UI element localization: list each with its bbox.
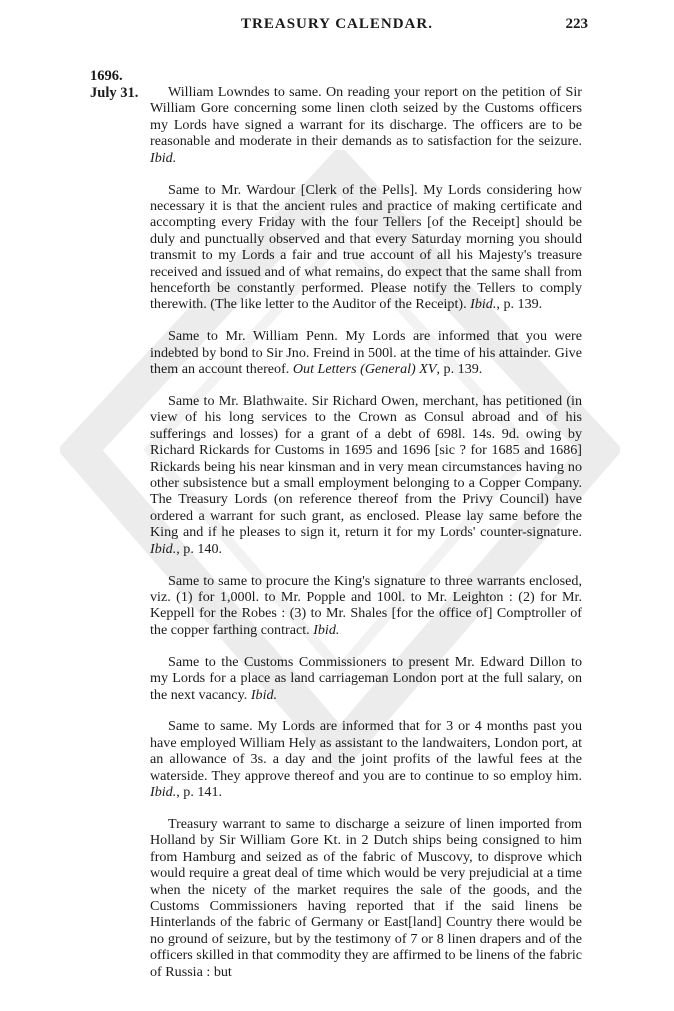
- entry: [150, 328, 582, 377]
- entry-text: William Lowndes to same. On reading your report on the petition of Sir William Gore concerning some linen cloth seized by the Customs officers my Lords have signed a warrant for its discharge. The officers are to be reasonable and moderate in their demands as to satisfaction for the seizure.: [150, 84, 582, 150]
- entry-reference-page: , p. 139.: [496, 296, 543, 313]
- entry-text: Same to the Customs Commissioners to present Mr. Edward Dillon to my Lords for a place as land carriageman London port at the full salary, on the next vacancy.: [150, 653, 582, 703]
- entry-text: Treasury warrant to same to discharge a seizure of linen imported from Holland by Sir William Gore Kt. in 2 Dutch ships being consigned to him from Hamburg and seized as of the fabric of Muscovy, to disprove which would require a great deal of time which would be very prejudicial at a time when the nicety of the market requires the sale of the goods, and the Customs Commissioners having reported that if the said linens be Hinterlands of the fabric of Germany or East[land] Country there would be no ground of seizure, but by the testimony of 7 or 8 linen drapers and of the officers skilled in that commodity they are affirmed to be linens of the fabric of Russia : but: [150, 815, 582, 980]
- entry: [150, 718, 582, 800]
- entry-reference-page: , p. 140.: [176, 540, 223, 557]
- entry: [150, 816, 582, 980]
- page-title: TREASURY CALENDAR.: [241, 16, 433, 32]
- entry: [150, 393, 582, 557]
- entry-reference: Ibid.: [313, 621, 340, 638]
- entry-text: Same to same to procure the King's signature to three warrants enclosed, viz. (1) for 1,000l. to Mr. Popple and 100l. to Mr. Leighton : (2) for Mr. Keppell for the Robes : (3) to Mr. Shales [for the office of] Comptroller of the copper farthing contract.: [150, 572, 582, 638]
- entry-text: Same to same. My Lords are informed that for 3 or 4 months past you have employed William Hely as assistant to the landwaiters, London port, at an allowance of 3s. a day and the joint profits of the lawful fees at the waterside. They approve thereof and you are to continue to so employ him.: [150, 718, 582, 784]
- entry-reference-page: , p. 141.: [176, 784, 223, 801]
- entry-reference: Ibid.: [150, 149, 177, 166]
- entry-reference: Ibid.: [150, 784, 177, 801]
- entry-reference: Ibid.: [150, 540, 177, 557]
- entry-reference: Ibid.: [250, 686, 278, 703]
- page-number: 223: [565, 16, 588, 32]
- margin-year: 1696.: [90, 68, 123, 84]
- entry-reference: Out Letters (General) XV: [292, 361, 437, 378]
- entry-reference-page: , p. 139.: [436, 361, 483, 378]
- calendar-entries: [150, 84, 582, 980]
- running-head: [0, 16, 674, 36]
- entry: [150, 654, 582, 703]
- entry-text: Same to Mr. William Penn. My Lords are informed that you were indebted by bond to Sir Jno. Freind in 500l. at the time of his attainder. Give them an account thereof.: [150, 328, 582, 378]
- entry-text: Same to Mr. Wardour [Clerk of the Pells]. My Lords considering how necessary it is that the ancient rules and practice of making certificate and accompting every Friday with the four Tellers [of the Receipt] should be duly and punctually observed and that every Saturday morning you should transmit to my Lords a fair and true account of all his Majesty's treasure received and issued and of what remains, do expect that the same shall from henceforth be constantly performed. Please notify the Tellers to comply therewith. (The like letter to the Auditor of the Receipt).: [150, 181, 582, 313]
- entry: [150, 182, 582, 313]
- entry: [150, 573, 582, 639]
- entry-reference: Ibid.: [470, 296, 497, 313]
- entry: [150, 84, 582, 166]
- margin-date: July 31.: [90, 85, 139, 101]
- entry-text: Same to Mr. Blathwaite. Sir Richard Owen, merchant, has petitioned (in view of his long services to the Crown as Consul abroad and of his sufferings and losses) for a grant of a debt of 698l. 14s. 9d. owing by Richard Rickards for Customs in 1695 and 1696 [sic ? for 1685 and 1686] Rickards being his near kinsman and in very mean circumstances having no other subsistence but a small employment belonging to a Copper Company. The Treasury Lords (on reference thereof from the Privy Council) have ordered a warrant for such grant, as enclosed. Please lay same before the King and if he pleases to sign it, return it for my Lords' counter-signature.: [150, 393, 582, 541]
